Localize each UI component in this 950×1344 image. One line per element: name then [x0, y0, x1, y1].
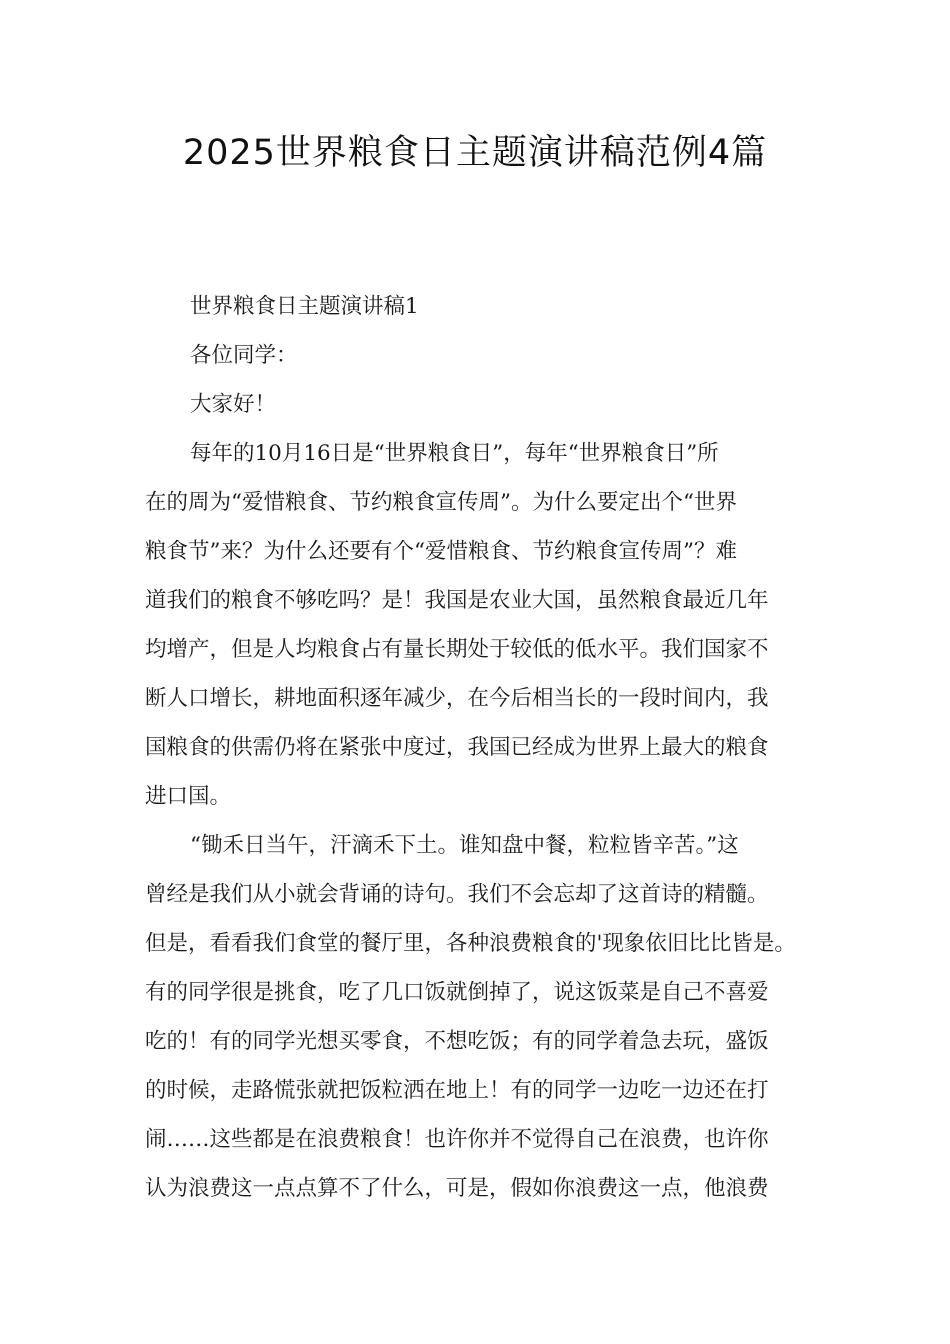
paragraph-line: 均增产，但是人均粮食占有量长期处于较低的低水平。我们国家不 [145, 637, 769, 662]
paragraph-line: 闹……这些都是在浪费粮食！也许你并不觉得自己在浪费，也许你 [145, 1127, 769, 1152]
paragraph-line: 每年的10月16日是“世界粮食日”，每年“世界粮食日”所 [190, 441, 719, 466]
greeting: 大家好！ [190, 392, 277, 417]
paragraph-line: 道我们的粮食不够吃吗？是！我国是农业大国，虽然粮食最近几年 [145, 588, 769, 613]
salutation: 各位同学： [190, 343, 298, 368]
paragraph-line: 的时候，走路慌张就把饭粒洒在地上！有的同学一边吃一边还在打 [145, 1078, 769, 1103]
section-heading: 世界粮食日主题演讲稿1 [190, 294, 419, 319]
paragraph-line: 进口国。 [145, 784, 232, 809]
paragraph-line: 认为浪费这一点点算不了什么，可是，假如你浪费这一点，他浪费 [145, 1176, 769, 1201]
paragraph-line: 在的周为“爱惜粮食、节约粮食宣传周”。为什么要定出个“世界 [145, 490, 737, 515]
paragraph-line: 国粮食的供需仍将在紧张中度过，我国已经成为世界上最大的粮食 [145, 735, 769, 760]
paragraph-line: 有的同学很是挑食，吃了几口饭就倒掉了，说这饭菜是自己不喜爱 [145, 980, 769, 1005]
paragraph-line: 断人口增长，耕地面积逐年减少，在今后相当长的一段时间内，我 [145, 686, 769, 711]
paragraph-line: 曾经是我们从小就会背诵的诗句。我们不会忘却了这首诗的精髓。 [145, 882, 769, 907]
paragraph-line: 吃的！有的同学光想买零食，不想吃饭；有的同学着急去玩，盛饭 [145, 1029, 769, 1054]
paragraph-line: “锄禾日当午，汗滴禾下土。谁知盘中餐，粒粒皆辛苦。”这 [190, 833, 739, 858]
paragraph-line: 粮食节”来？为什么还要有个“爱惜粮食、节约粮食宣传周”？难 [145, 539, 737, 564]
document-body [145, 282, 815, 1213]
document-title: 2025世界粮食日主题演讲稿范例4篇 [182, 133, 768, 173]
paragraph-line: 但是，看看我们食堂的餐厅里，各种浪费粮食的'现象依旧比比皆是。 [145, 931, 796, 956]
